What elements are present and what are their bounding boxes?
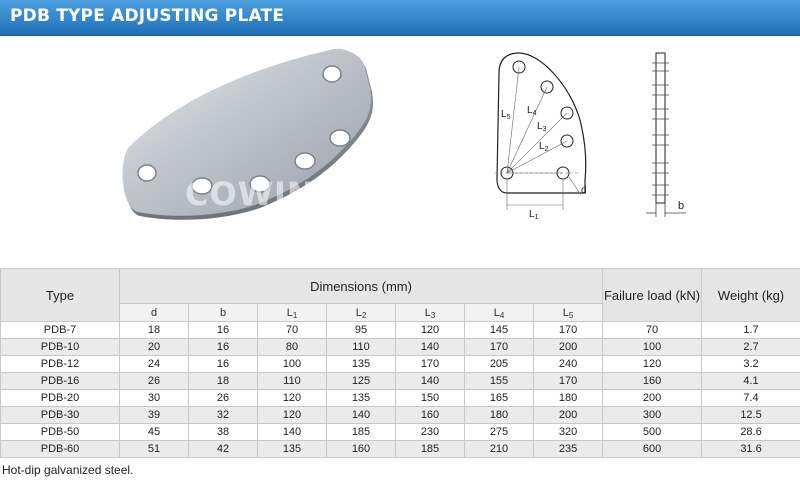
table-cell: 3.2 bbox=[702, 356, 800, 373]
hole bbox=[323, 66, 341, 82]
subheader-L2: L2 bbox=[327, 304, 396, 322]
table-cell: 170 bbox=[534, 373, 603, 390]
table-cell: 18 bbox=[189, 373, 258, 390]
table-cell: 2.7 bbox=[702, 339, 800, 356]
table-cell: 150 bbox=[396, 390, 465, 407]
table-cell: 275 bbox=[465, 424, 534, 441]
table-cell: 42 bbox=[189, 441, 258, 458]
table-cell: 26 bbox=[120, 373, 189, 390]
table-cell: 110 bbox=[258, 373, 327, 390]
table-cell: 135 bbox=[327, 390, 396, 407]
table-cell: PDB-16 bbox=[1, 373, 120, 390]
subheader-L4: L4 bbox=[465, 304, 534, 322]
table-cell: 16 bbox=[189, 322, 258, 339]
table-cell: 205 bbox=[465, 356, 534, 373]
table-cell: 200 bbox=[603, 390, 702, 407]
table-cell: 30 bbox=[120, 390, 189, 407]
table-cell: PDB-12 bbox=[1, 356, 120, 373]
table-row bbox=[1, 373, 800, 390]
col-weight-header: Weight (kg) bbox=[702, 269, 800, 322]
table-cell: 160 bbox=[327, 441, 396, 458]
table-cell: 200 bbox=[534, 407, 603, 424]
label-L3: $L_3$ bbox=[537, 121, 547, 133]
table-cell: 180 bbox=[534, 390, 603, 407]
plate-side bbox=[656, 53, 665, 203]
table-cell: 45 bbox=[120, 424, 189, 441]
table-cell: 120 bbox=[396, 322, 465, 339]
table-cell: 80 bbox=[258, 339, 327, 356]
table-cell: 120 bbox=[258, 390, 327, 407]
table-cell: 135 bbox=[327, 356, 396, 373]
table-cell: 230 bbox=[396, 424, 465, 441]
table-cell: PDB-50 bbox=[1, 424, 120, 441]
table-cell: 125 bbox=[327, 373, 396, 390]
hole bbox=[138, 165, 156, 181]
table-row bbox=[1, 407, 800, 424]
table-cell: 140 bbox=[396, 373, 465, 390]
table-cell: 12.5 bbox=[702, 407, 800, 424]
front-view-diagram bbox=[485, 45, 635, 225]
table-cell: 28.6 bbox=[702, 424, 800, 441]
page-title: PDB TYPE ADJUSTING PLATE bbox=[10, 6, 285, 26]
label-L1: $L_1$ bbox=[529, 209, 539, 221]
table-cell: PDB-20 bbox=[1, 390, 120, 407]
subheader-L5: L5 bbox=[534, 304, 603, 322]
label-b: b bbox=[678, 200, 685, 212]
table-cell: 24 bbox=[120, 356, 189, 373]
table-cell: 140 bbox=[396, 339, 465, 356]
table-cell: 140 bbox=[327, 407, 396, 424]
table-cell: 235 bbox=[534, 441, 603, 458]
table-row bbox=[1, 390, 800, 407]
table-cell: 1.7 bbox=[702, 322, 800, 339]
label-d: d bbox=[581, 185, 587, 196]
table-cell: 16 bbox=[189, 356, 258, 373]
watermark: COWINELEC bbox=[185, 175, 407, 213]
table-cell: 4.1 bbox=[702, 373, 800, 390]
hole bbox=[330, 130, 350, 146]
table-cell: 26 bbox=[189, 390, 258, 407]
table-cell: 51 bbox=[120, 441, 189, 458]
table-cell: 160 bbox=[396, 407, 465, 424]
table-cell: PDB-30 bbox=[1, 407, 120, 424]
table-row bbox=[1, 339, 800, 356]
table-row bbox=[1, 322, 800, 339]
table-cell: 170 bbox=[396, 356, 465, 373]
table-row bbox=[1, 356, 800, 373]
table-cell: 180 bbox=[465, 407, 534, 424]
table-cell: 135 bbox=[258, 441, 327, 458]
table-cell: 7.4 bbox=[702, 390, 800, 407]
table-cell: 170 bbox=[534, 322, 603, 339]
footnote: Hot-dip galvanized steel. bbox=[2, 463, 134, 477]
label-L2: $L_2$ bbox=[539, 141, 549, 153]
col-dimensions-header: Dimensions (mm) bbox=[120, 269, 603, 304]
table-cell: 200 bbox=[534, 339, 603, 356]
table-cell: 100 bbox=[603, 339, 702, 356]
table-cell: 140 bbox=[258, 424, 327, 441]
subheader-L1: L1 bbox=[258, 304, 327, 322]
table-cell: 120 bbox=[258, 407, 327, 424]
table-cell: 500 bbox=[603, 424, 702, 441]
spec-table bbox=[0, 268, 800, 458]
table-cell: 240 bbox=[534, 356, 603, 373]
table-cell: 38 bbox=[189, 424, 258, 441]
table-cell: 100 bbox=[258, 356, 327, 373]
table-cell: 170 bbox=[465, 339, 534, 356]
table-cell: 18 bbox=[120, 322, 189, 339]
table-cell: 16 bbox=[189, 339, 258, 356]
subheader-b: b bbox=[189, 304, 258, 322]
table-cell: 300 bbox=[603, 407, 702, 424]
table-cell: 600 bbox=[603, 441, 702, 458]
table-cell: 165 bbox=[465, 390, 534, 407]
table-cell: 145 bbox=[465, 322, 534, 339]
table-cell: 70 bbox=[258, 322, 327, 339]
table-cell: 110 bbox=[327, 339, 396, 356]
spec-table-body bbox=[1, 322, 800, 458]
col-type-header: Type bbox=[1, 269, 120, 322]
table-cell: 70 bbox=[603, 322, 702, 339]
table-cell: 160 bbox=[603, 373, 702, 390]
col-failure-load-header: Failure load (kN) bbox=[603, 269, 702, 322]
table-cell: PDB-7 bbox=[1, 322, 120, 339]
table-cell: 210 bbox=[465, 441, 534, 458]
table-cell: 95 bbox=[327, 322, 396, 339]
subheader-d: d bbox=[120, 304, 189, 322]
subheader-L3: L3 bbox=[396, 304, 465, 322]
table-cell: 320 bbox=[534, 424, 603, 441]
label-L4: $L_4$ bbox=[527, 105, 537, 117]
table-cell: 32 bbox=[189, 407, 258, 424]
table-cell: 20 bbox=[120, 339, 189, 356]
table-cell: 120 bbox=[603, 356, 702, 373]
table-cell: 185 bbox=[396, 441, 465, 458]
table-cell: 39 bbox=[120, 407, 189, 424]
label-L5: $L_5$ bbox=[501, 109, 511, 121]
table-cell: 155 bbox=[465, 373, 534, 390]
table-cell: 31.6 bbox=[702, 441, 800, 458]
table-row bbox=[1, 424, 800, 441]
table-cell: PDB-60 bbox=[1, 441, 120, 458]
side-view-diagram bbox=[640, 45, 700, 225]
table-row bbox=[1, 441, 800, 458]
table-cell: PDB-10 bbox=[1, 339, 120, 356]
table-cell: 185 bbox=[327, 424, 396, 441]
hole bbox=[295, 153, 315, 169]
title-bar bbox=[0, 0, 800, 36]
